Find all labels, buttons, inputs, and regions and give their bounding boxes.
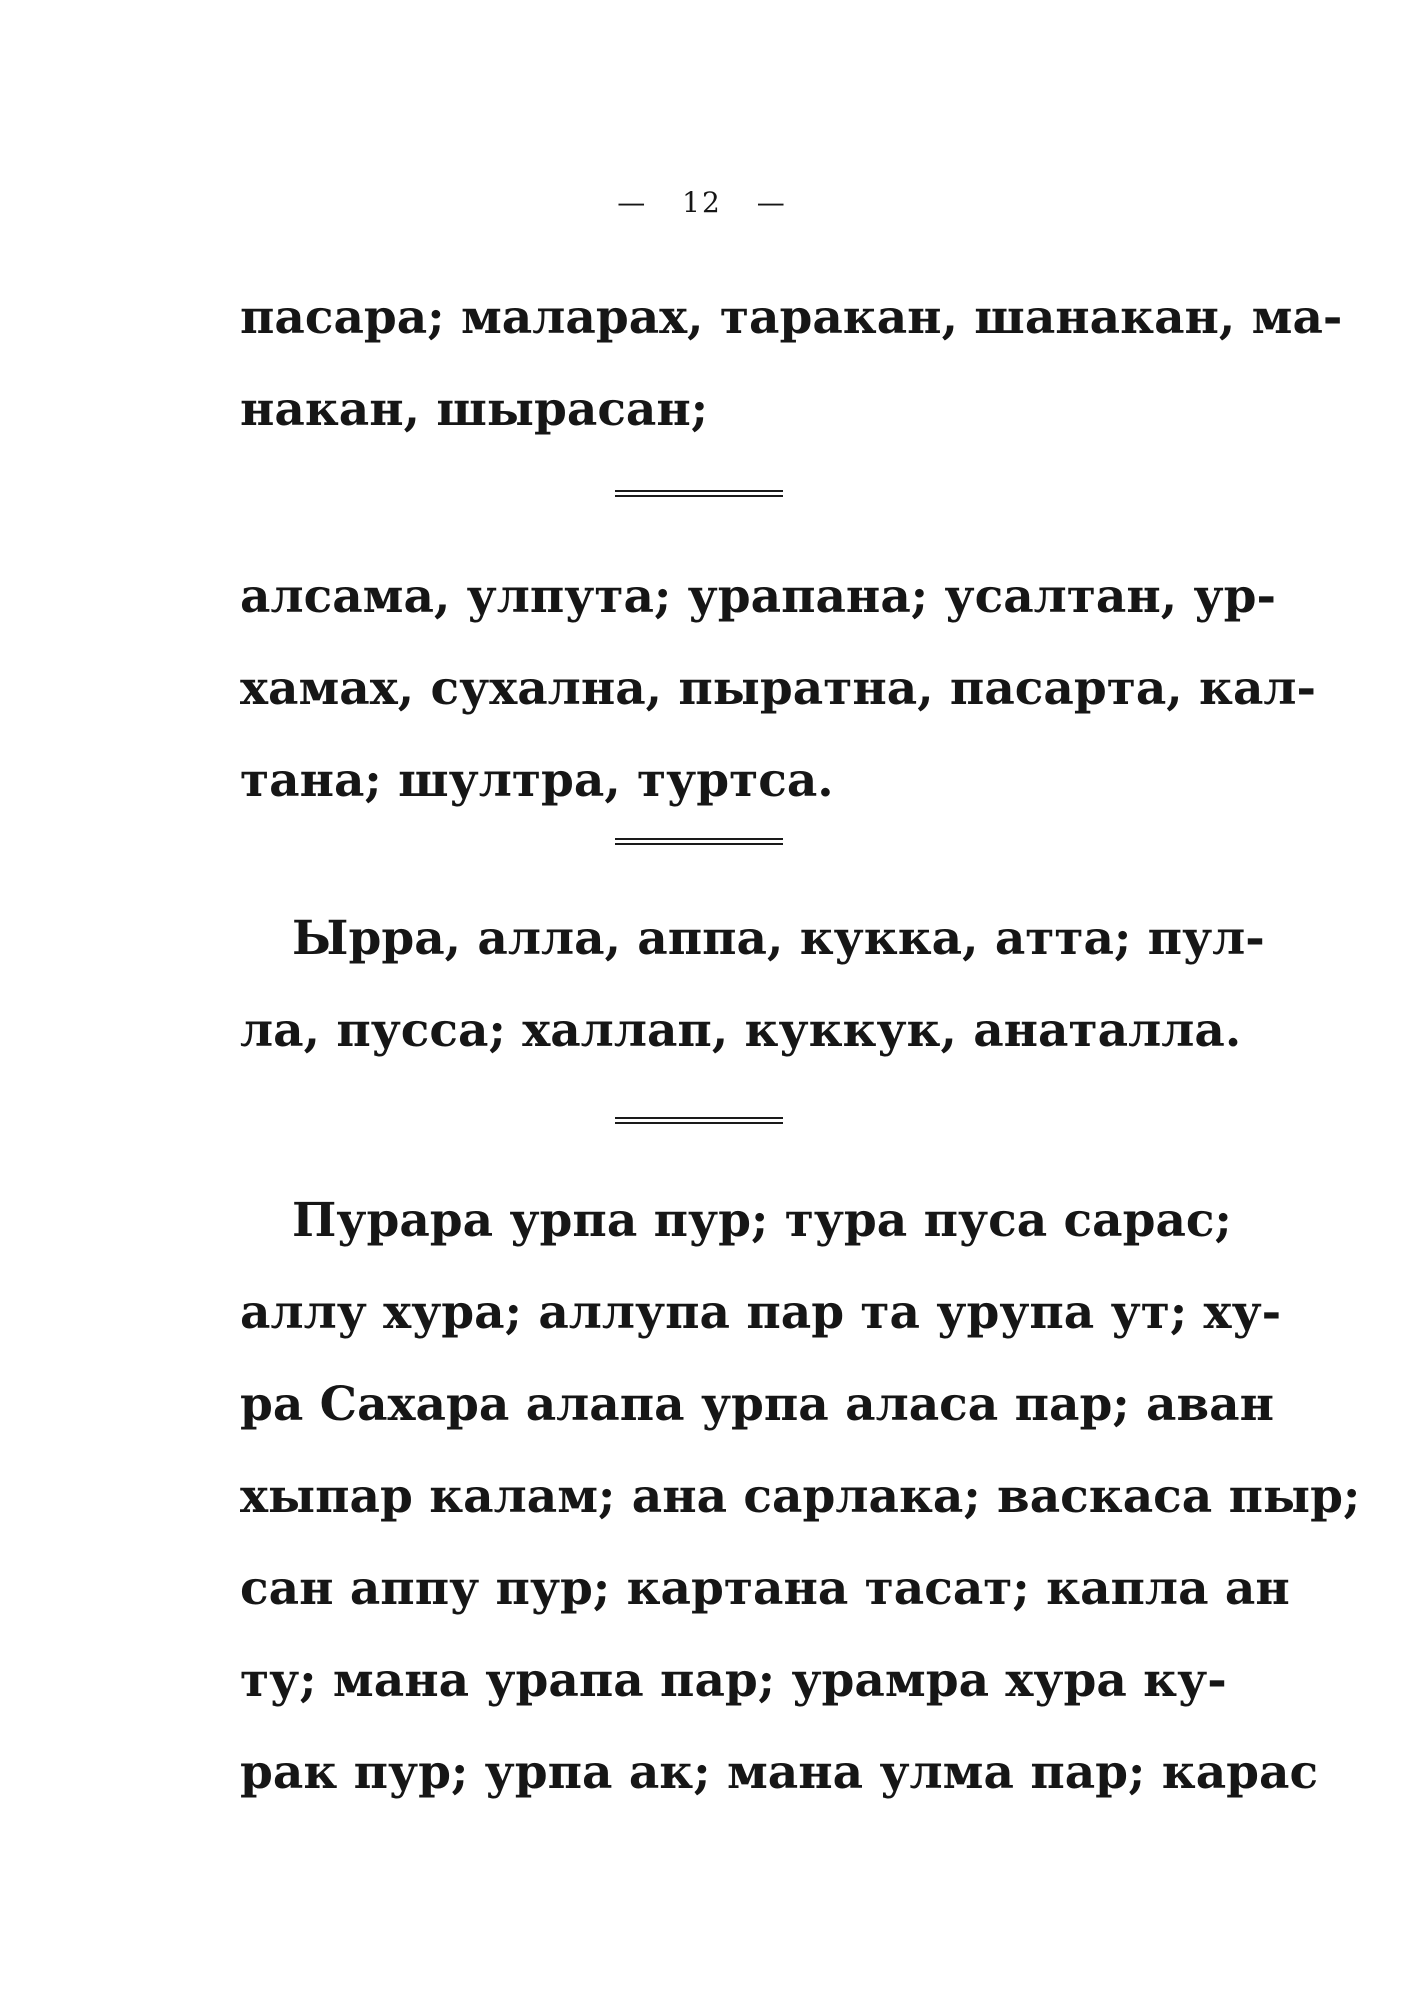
paragraph-2: [240, 551, 1317, 827]
text-line: ла, пусса; халлап, куккук, анаталла.: [240, 1003, 1242, 1058]
text-line: ра Сахара алапа урпа аласа пар; аван: [240, 1377, 1274, 1432]
paragraph-4: [240, 1175, 1361, 1819]
text-line: сан аппу пур; картана тасат; капла ан: [240, 1561, 1290, 1616]
paragraph-1: [240, 272, 1343, 456]
text-line: Ырра, алла, аппа, кукка, атта; пул-: [292, 911, 1265, 966]
text-line: тана; шултра, туртса.: [240, 753, 834, 808]
text-line: рак пур; урпа ак; мана улма пар; карас: [240, 1745, 1319, 1800]
text-line: ту; мана урапа пар; урамра хура ку-: [240, 1653, 1227, 1708]
page-number: [0, 186, 1404, 219]
text-line: пасара; маларах, таракан, шанакан, ма-: [240, 290, 1343, 345]
paragraph-3: [240, 893, 1265, 1077]
page-number-left-dash: —: [617, 186, 648, 219]
page-number-right-dash: —: [756, 186, 787, 219]
text-line: накан, шырасан;: [240, 382, 709, 437]
section-divider: [615, 838, 783, 845]
text-line: аллу хура; аллупа пар та урупа ут; ху-: [240, 1285, 1282, 1340]
text-line: алсама, улпута; урапана; усалтан, ур-: [240, 569, 1276, 624]
text-line: хыпар калам; ана сарлака; васкаса пыр;: [240, 1469, 1361, 1524]
page-number-value: 12: [682, 186, 722, 219]
section-divider: [615, 1117, 783, 1124]
section-divider: [615, 490, 783, 497]
text-line: хамах, сухална, пыратна, пасарта, кал-: [240, 661, 1317, 716]
text-line: Пурара урпа пур; тура пуса сарас;: [292, 1193, 1232, 1248]
